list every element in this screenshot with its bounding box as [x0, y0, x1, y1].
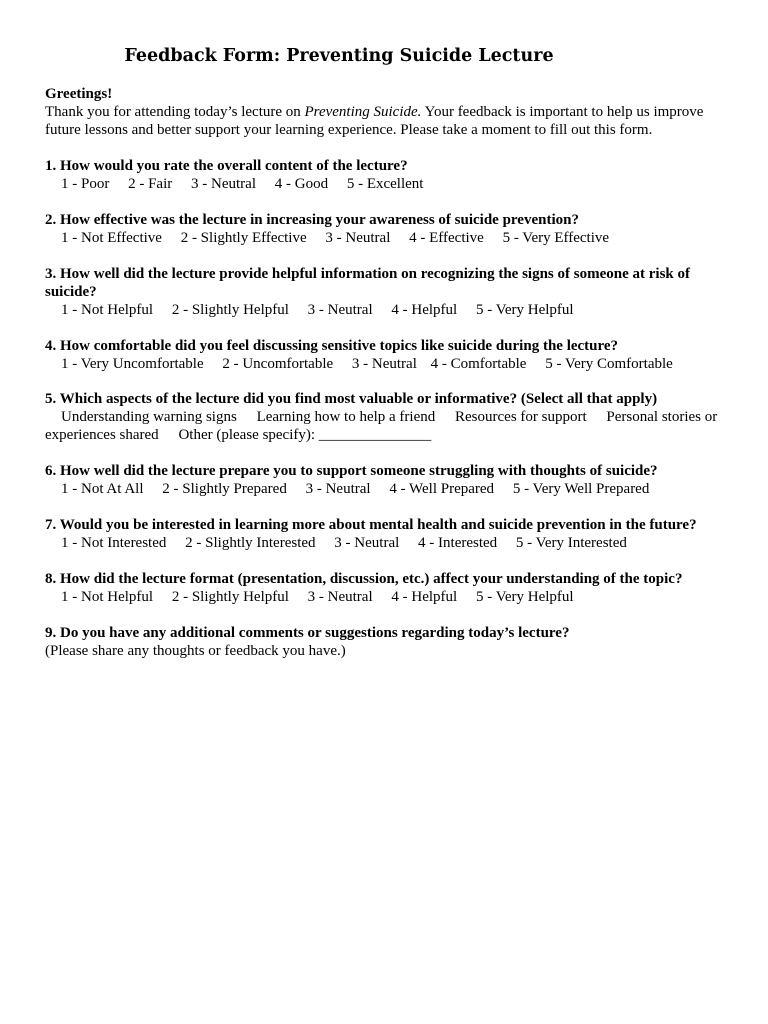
rating-option[interactable]: 3 - Neutral	[307, 302, 373, 318]
rating-option[interactable]: 1 - Not Interested	[61, 535, 167, 551]
rating-option[interactable]: 4 - Helpful	[391, 589, 458, 605]
rating-option[interactable]: 5 - Very Comfortable	[545, 356, 673, 372]
rating-option[interactable]: 4 - Comfortable	[430, 356, 527, 372]
rating-option[interactable]: 3 - Neutral	[305, 481, 371, 497]
question-6-text: 6. How well did the lecture prepare you to support someone struggling with thoughts of suicide?	[45, 463, 658, 479]
rating-option[interactable]: 4 - Well Prepared	[389, 481, 495, 497]
question-1-text: 1. How would you rate the overall content of the lecture?	[45, 158, 408, 174]
question-8	[45, 570, 725, 606]
question-7	[45, 516, 725, 552]
rating-option[interactable]: 4 - Interested	[418, 535, 498, 551]
question-3-text: 3. How well did the lecture provide helpful information on recognizing the signs of someone at risk of suicide?	[45, 266, 690, 300]
question-5-text: 5. Which aspects of the lecture did you find most valuable or informative? (Select all that apply)	[45, 391, 658, 407]
question-9-text: 9. Do you have any additional comments or suggestions regarding today’s lecture?	[45, 625, 570, 641]
question-3	[45, 265, 725, 319]
rating-option[interactable]: 1 - Not Helpful	[61, 589, 154, 605]
rating-option[interactable]: 4 - Effective	[409, 230, 484, 246]
rating-option[interactable]: 2 - Slightly Effective	[180, 230, 307, 246]
question-1-options	[45, 175, 725, 193]
question-8-options	[45, 588, 725, 606]
rating-option[interactable]: 2 - Uncomfortable	[222, 356, 334, 372]
question-3-options	[45, 301, 725, 319]
question-4-options	[45, 355, 725, 373]
intro-text-start: Thank you for attending today’s lecture on	[45, 104, 305, 120]
rating-option[interactable]: 4 - Helpful	[391, 302, 458, 318]
question-7-options	[45, 534, 725, 552]
question-5-options	[45, 408, 725, 444]
question-2	[45, 211, 725, 247]
rating-option[interactable]: 2 - Fair	[128, 176, 173, 192]
rating-option[interactable]: 5 - Very Interested	[515, 535, 627, 551]
aspect-option[interactable]: Learning how to help a friend	[256, 409, 436, 425]
rating-option[interactable]: 3 - Neutral	[307, 589, 373, 605]
rating-option[interactable]: 4 - Good	[274, 176, 329, 192]
question-7-text: 7. Would you be interested in learning more about mental health and suicide prevention in the future?	[45, 517, 697, 533]
aspect-option[interactable]: Personal stories or experiences shared	[45, 409, 718, 443]
question-4	[45, 337, 725, 373]
question-9-note: (Please share any thoughts or feedback you have.)	[45, 643, 346, 659]
question-1	[45, 157, 725, 193]
rating-option[interactable]: 2 - Slightly Helpful	[171, 589, 289, 605]
rating-option[interactable]: 1 - Poor	[61, 176, 110, 192]
rating-option[interactable]: 5 - Excellent	[346, 176, 424, 192]
lecture-name: Preventing Suicide.	[304, 104, 422, 120]
question-2-text: 2. How effective was the lecture in increasing your awareness of suicide prevention?	[45, 212, 579, 228]
question-6	[45, 462, 725, 498]
question-8-text: 8. How did the lecture format (presentation, discussion, etc.) affect your understanding of the topic?	[45, 571, 683, 587]
rating-option[interactable]: 3 - Neutral	[334, 535, 400, 551]
aspect-option[interactable]: Understanding warning signs	[61, 409, 237, 425]
rating-option[interactable]: 2 - Slightly Prepared	[162, 481, 287, 497]
rating-option[interactable]: 1 - Very Uncomfortable	[61, 356, 204, 372]
rating-option[interactable]: 5 - Very Helpful	[475, 302, 574, 318]
rating-option[interactable]: 5 - Very Effective	[502, 230, 610, 246]
question-5	[45, 390, 725, 444]
intro-section	[45, 85, 725, 139]
rating-option[interactable]: 5 - Very Well Prepared	[512, 481, 650, 497]
rating-option[interactable]: 3 - Neutral	[191, 176, 256, 192]
intro-paragraph	[45, 103, 725, 139]
question-4-text: 4. How comfortable did you feel discussing sensitive topics like suicide during the lecture?	[45, 338, 619, 354]
question-6-options	[45, 480, 725, 498]
page-title: Feedback Form: Preventing Suicide Lecture	[124, 46, 554, 66]
greeting: Greetings!	[45, 86, 113, 102]
rating-option[interactable]: 3 - Neutral	[351, 356, 417, 372]
rating-option[interactable]: 1 - Not Effective	[61, 230, 162, 246]
rating-option[interactable]: 2 - Slightly Helpful	[171, 302, 289, 318]
question-9	[45, 624, 725, 660]
question-2-options	[45, 229, 725, 247]
rating-option[interactable]: 3 - Neutral	[325, 230, 391, 246]
rating-option[interactable]: 5 - Very Helpful	[475, 589, 574, 605]
rating-option[interactable]: 1 - Not Helpful	[61, 302, 154, 318]
rating-option[interactable]: 1 - Not At All	[61, 481, 144, 497]
intro-text-end: Your feedback is important to help us improve future lessons and better support your learning experience. Please take a moment to fill out this form.	[45, 104, 704, 138]
other-specify-option[interactable]: Other (please specify): _______________	[178, 427, 432, 443]
rating-option[interactable]: 2 - Slightly Interested	[185, 535, 316, 551]
aspect-option[interactable]: Resources for support	[455, 409, 587, 425]
